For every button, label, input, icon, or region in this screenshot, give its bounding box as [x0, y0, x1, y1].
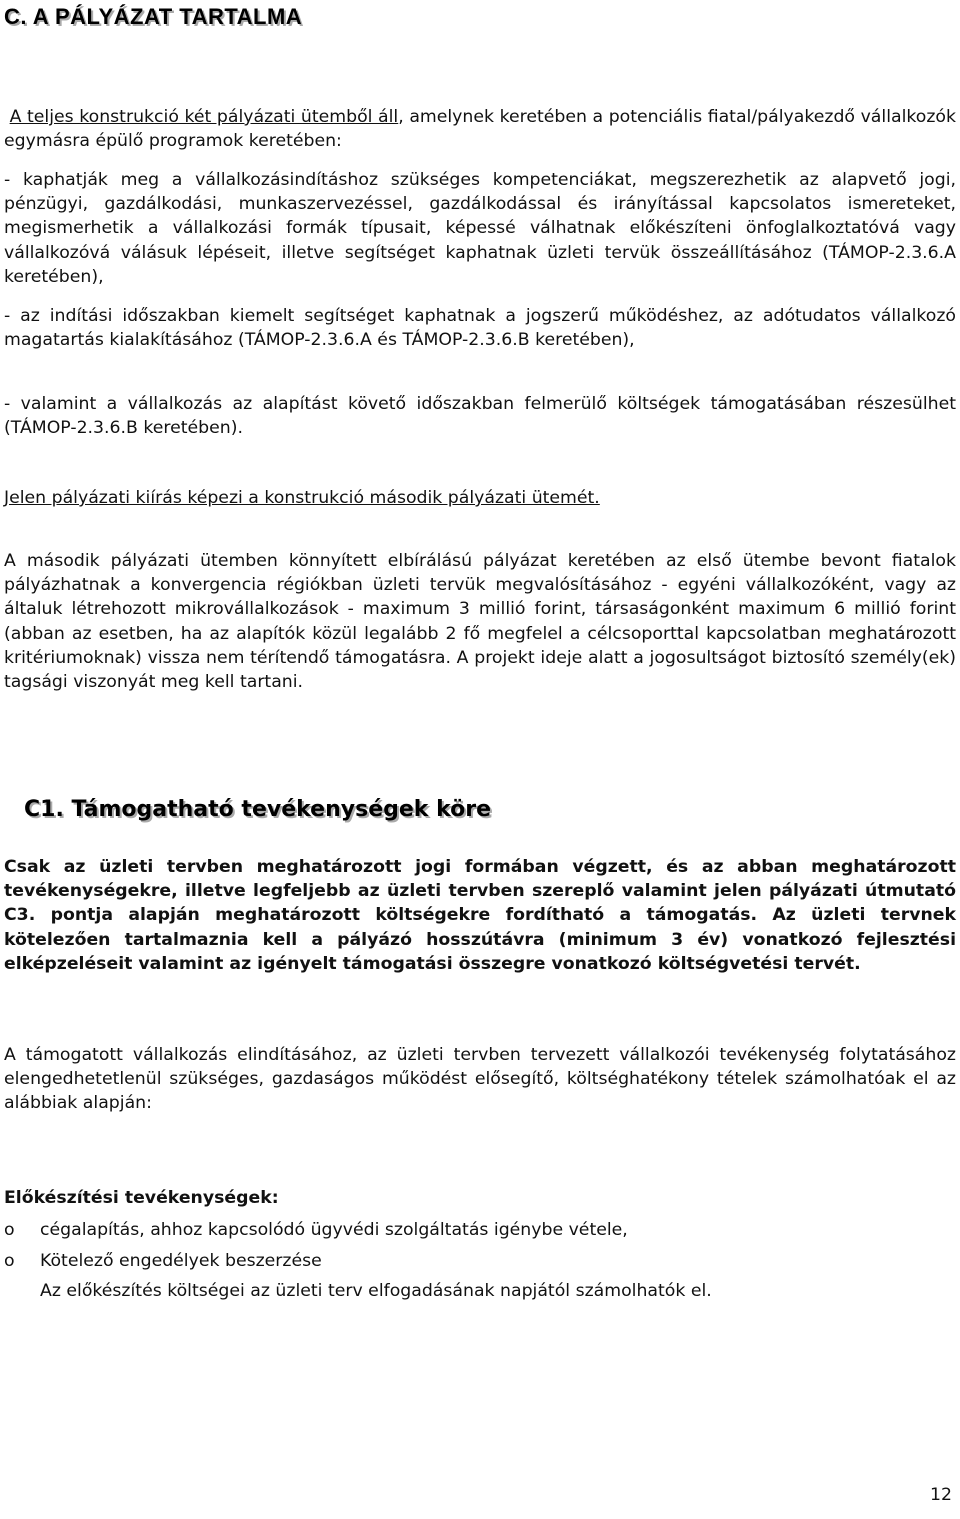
list-item [4, 1249, 322, 1273]
circle-bullet-icon: o [4, 1251, 15, 1271]
bullet-paragraph-3: - valamint a vállalkozás az alapítást követő időszakban felmerülő költségek támogatásában részesülhet (TÁMOP-2.3.6.B keretében). [4, 394, 956, 439]
prep-note: Az előkészítés költségei az üzleti terv elfogadásának napjától számolhatók el. [40, 1281, 712, 1301]
list-item-text: cégalapítás, ahhoz kapcsolódó ügyvédi szolgáltatás igénybe vétele, [40, 1220, 628, 1240]
section-title: C. A PÁLYÁZAT TARTALMA [4, 4, 303, 29]
phase-statement: Jelen pályázati kiírás képezi a konstrukció második pályázati ütemét. [4, 488, 600, 508]
circle-bullet-icon: o [4, 1220, 15, 1240]
bullet-paragraph-1: - kaphatják meg a vállalkozásindításhoz szükséges kompetenciákat, megszerezhetik az alapvető jogi, pénzügyi, gazdálkodási, munkaszervezéssel, gazdálkodással és irányítással kapcsolatos ismereteket, megismerhetik a vállalkozási formák típusait, képessé válhatnak előkészíteni önfoglalkoztatóvá vagy vállalkozóvá válásuk lépéseit, illetve segítséget kaphatnak üzleti tervük összeállításához (TÁMOP-2.3.6.A keretében), [4, 170, 956, 287]
subsection-title: C1. Támogatható tevékenységek köre [24, 797, 491, 822]
bullet-paragraph-2: - az indítási időszakban kiemelt segítséget kaphatnak a jogszerű működéshez, az adótudatos vállalkozó magatartás kialakításához (TÁMOP-2.3.6.A és TÁMOP-2.3.6.B keretében), [4, 306, 956, 351]
prep-heading: Előkészítési tevékenységek: [4, 1188, 279, 1208]
supported-costs-paragraph: A támogatott vállalkozás elindításához, az üzleti tervben tervezett vállalkozói tevékenység folytatásához elengedhetetlenül szükséges, gazdaságos működést elősegítő, költséghatékony tételek számolhatóak el az alábbiak alapján: [4, 1045, 956, 1114]
intro-paragraph [4, 105, 956, 153]
eligible-costs-paragraph: Csak az üzleti tervben meghatározott jogi formában végzett, és az abban meghatározott tevékenységekre, illetve legfeljebb az üzleti tervben szereplő valamint jelen pályázati útmutató C3. pontja alapján meghatározott költségekre fordítható a támogatás. Az üzleti tervnek kötelezően tartalmaznia kell a pályázó hosszútávra (minimum 3 év) vonatkozó fejlesztési elképzeléseit valamint az igényelt támogatási összegre vonatkozó költségvetési tervét. [4, 857, 956, 974]
list-item-text: Kötelező engedélyek beszerzése [40, 1251, 322, 1271]
second-phase-paragraph: A második pályázati ütemben könnyített elbírálású pályázat keretében az első ütembe bevont fiatalok pályázhatnak a konvergencia régiókban üzleti tervük megvalósításához - egyéni vállalkozóként, vagy az általuk létrehozott mikrovállalkozások - maximum 3 millió forint, társaságonként maximum 6 millió forint (abban az esetben, ha az alapítók közül legalább 2 fő megfelel a célcsoporttal kapcsolatban meghatározott kritériumoknak) vissza nem térítendő támogatásra. A projekt ideje alatt a jogosultságot biztosító személy(ek) tagsági viszonyát meg kell tartani. [4, 551, 956, 693]
page-number: 12 [930, 1485, 952, 1505]
list-item [4, 1218, 628, 1242]
intro-underlined-text: A teljes konstrukció két pályázati ütemből áll [9, 107, 399, 127]
intro-rest-text: , amelynek keretében a potenciális fiatal/pályakezdő vállalkozók egymásra épülő programok keretében: [4, 107, 957, 152]
